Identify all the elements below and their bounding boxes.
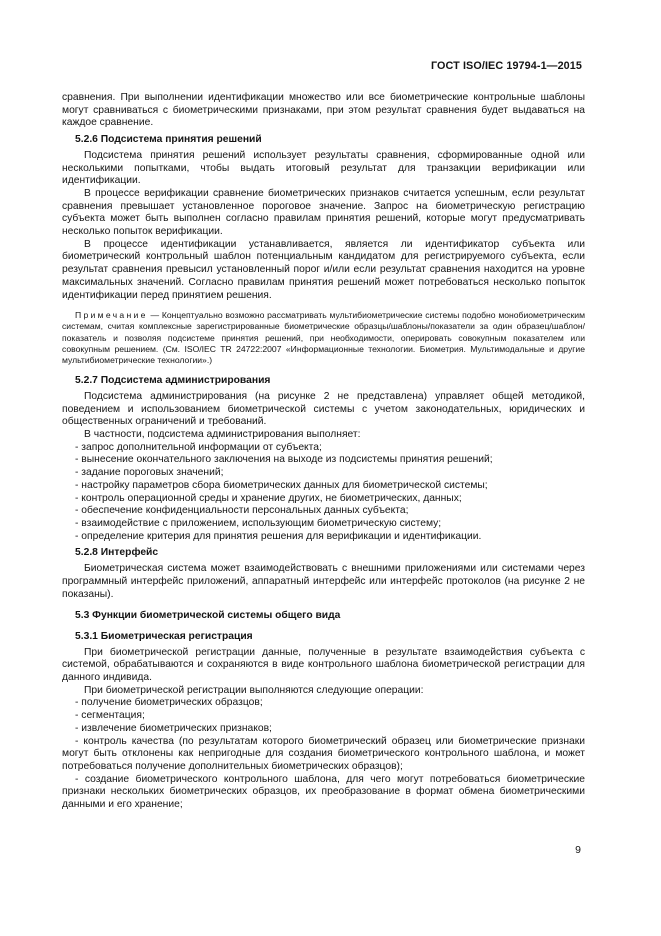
document-code-header: ГОСТ ISO/IEC 19794-1—2015: [430, 60, 582, 72]
list-item: - контроль операционной среды и хранение других, не биометрических, данных;: [75, 492, 462, 504]
list-item: - вынесение окончательного заключения на выходе из подсистемы принятия решений;: [75, 454, 493, 466]
section-5-2-6-heading: 5.2.6 Подсистема принятия решений: [75, 134, 262, 146]
note-label: Примечание: [75, 310, 148, 321]
page-number: 9: [575, 844, 581, 856]
list-item: - обеспечение конфиденциальности персональных данных субъекта;: [75, 505, 409, 517]
list-item: - задание пороговых значений;: [75, 467, 224, 479]
list-item: - настройку параметров сбора биометрических данных для биометрической системы;: [75, 479, 488, 491]
section-5-2-7-heading: 5.2.7 Подсистема администрирования: [75, 375, 271, 387]
intro-paragraph: сравнения. При выполнении идентификации множество или все биометрические контрольные шаблоны могут сравниваться с биометрическими признаками, при этом результат сравнения будет выдаваться на каждое сравнение.: [62, 92, 585, 129]
section-5-3-1-heading: 5.3.1 Биометрическая регистрация: [75, 630, 253, 642]
page-content: [62, 92, 585, 812]
list-item: - создание биометрического контрольного шаблона, для чего могут потребоваться биометрические признаки нескольких биометрических образцов, их преобразование в формат обмена биометрическими данными и его хранение;: [62, 773, 585, 811]
list-item: - получение биометрических образцов;: [75, 697, 263, 709]
list-item: - сегментация;: [75, 710, 145, 722]
note-block: [62, 310, 585, 366]
list-item: - определение критерия для принятия решения для верификации и идентификации.: [75, 530, 482, 542]
section-5-2-7-paragraph-1: Подсистема администрирования (на рисунке 2 не представлена) управляет общей методикой, поведением и использованием биометрической системы с учетом законодательных, юридических и общественных ограничений и требований.: [62, 390, 585, 428]
list-item: - контроль качества (по результатам которого биометрический образец или биометрические признаки могут быть отклонены как непригодные для создания биометрического контрольного шаблона, и может потребоваться получение дополнительных биометрических образцов);: [62, 735, 585, 772]
list-item: - извлечение биометрических признаков;: [75, 722, 272, 734]
section-5-2-8-heading: 5.2.8 Интерфейс: [75, 547, 159, 559]
section-5-2-6-paragraph-3: В процессе идентификации устанавливается, является ли идентификатор субъекта или биометрический контрольный шаблон потенциальным кандидатом для регистрируемого субъекта, если результат сравнения превысил установленный порог и/или если результат сравнения находится на уровне максимальных значений. Согласно правилам принятия решений может потребоваться несколько попыток идентификации перед принятием решения.: [62, 238, 585, 301]
section-5-2-8-paragraph-1: Биометрическая система может взаимодействовать с внешними приложениями или системами через программный интерфейс приложений, аппаратный интерфейс или интерфейс протоколов (на рисунке 2 не показаны).: [62, 563, 585, 600]
list-item: - взаимодействие с приложением, использующим биометрическую систему;: [75, 518, 442, 529]
section-5-3-heading: 5.3 Функции биометрической системы общего вида: [75, 610, 341, 622]
section-5-2-7-paragraph-2: В частности, подсистема администрирования выполняет:: [84, 429, 361, 441]
list-item: - запрос дополнительной информации от субъекта;: [75, 441, 322, 453]
section-5-2-6-paragraph-2: В процессе верификации сравнение биометрических признаков считается успешным, если результат сравнения превышает установленное пороговое значение. Запрос на биометрическую регистрацию субъекта может быть выполнен согласно правилам принятия решений, которые могут предусматривать несколько попыток верификации.: [62, 187, 585, 238]
section-5-3-1-paragraph-1: При биометрической регистрации данные, полученные в результате взаимодействия субъекта с системой, обрабатываются и сохраняются в виде контрольного шаблона биометрической регистрации для данного индивида.: [62, 646, 585, 684]
note-text: — Концептуально возможно рассматривать мультибиометрические системы подобно монобиометрическим системам, считая комплексные зарегистрированные биометрические образцы/шаблоны/показатели за один образец/шаблон/показатель и позволяя подсистеме принятия решений, при необходимости, оперировать совокупным показателем или совокупным решением. (См. ISO/IEC TR 24722:2007 «Информационные технологии. Биометрия. Мультимодальные и другие мультибиометрические технологии».): [62, 310, 585, 366]
section-5-2-6-paragraph-1: Подсистема принятия решений использует результаты сравнения, сформированные одной или несколькими попытками, чтобы выдать итоговый результат для транзакции верификации или идентификации.: [62, 149, 585, 187]
section-5-3-1-paragraph-2: При биометрической регистрации выполняются следующие операции:: [84, 684, 424, 696]
